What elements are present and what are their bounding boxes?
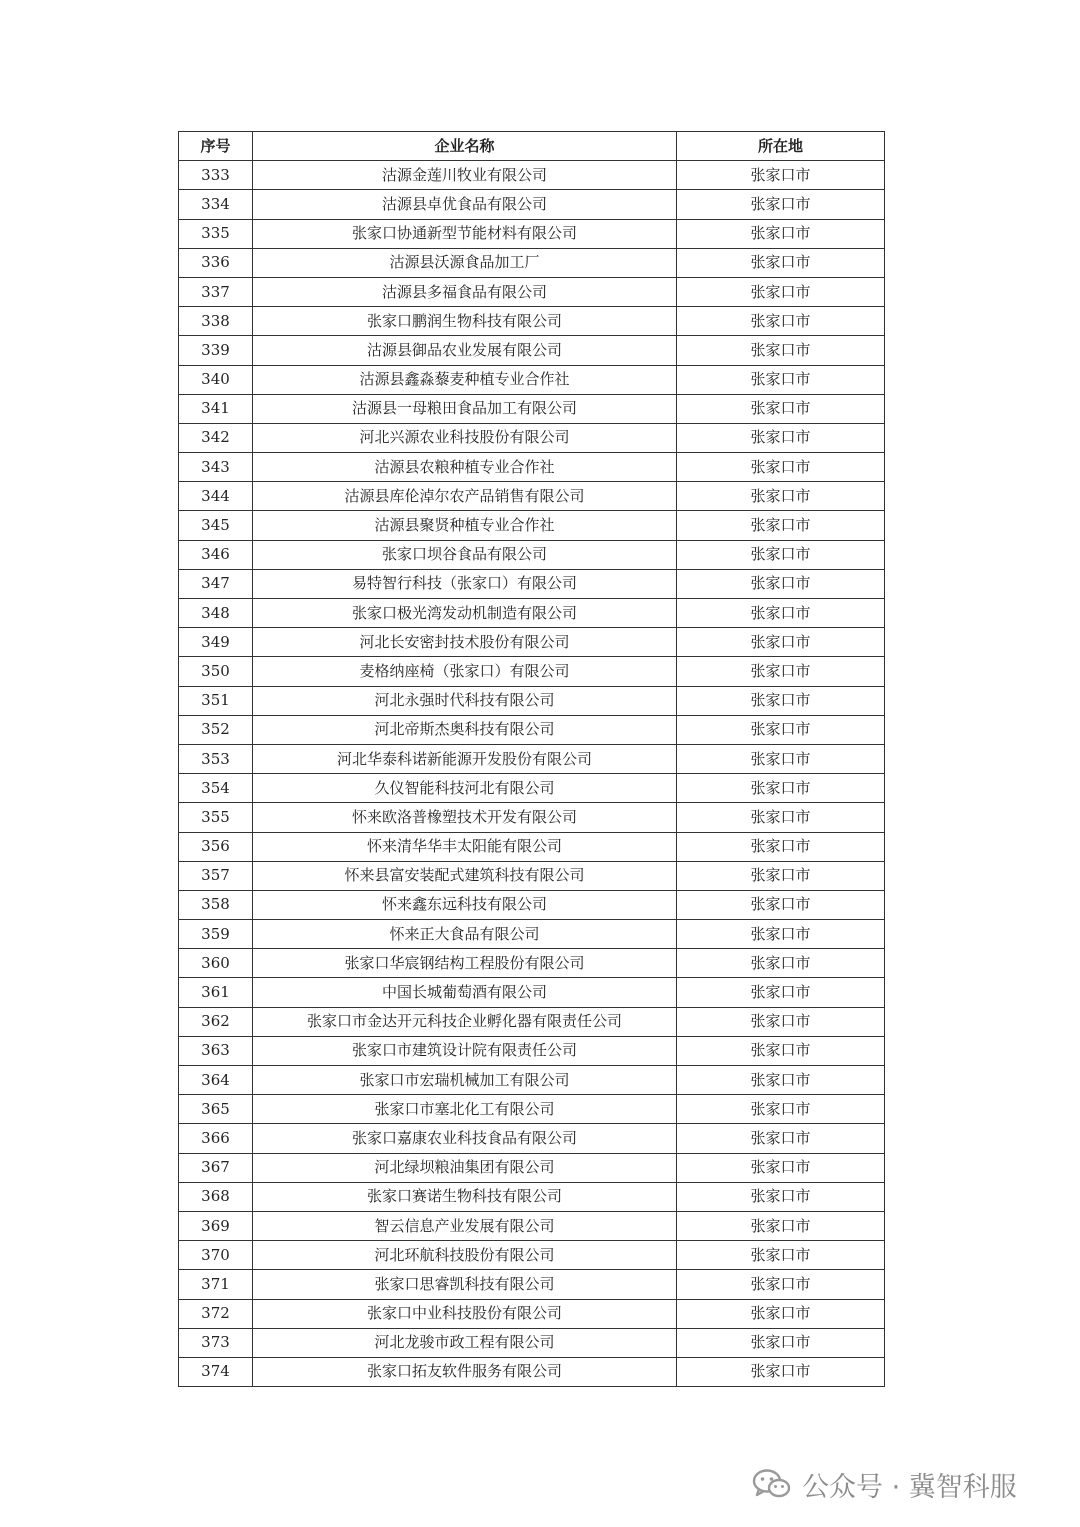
company-name: 久仪智能科技河北有限公司 — [253, 774, 677, 803]
header-location: 所在地 — [677, 132, 885, 161]
row-index: 345 — [179, 511, 253, 540]
row-index: 359 — [179, 920, 253, 949]
company-name: 沽源县一母粮田食品加工有限公司 — [253, 394, 677, 423]
table-row — [179, 482, 885, 511]
table-row — [179, 336, 885, 365]
table-row — [179, 1066, 885, 1095]
row-index: 369 — [179, 1211, 253, 1240]
company-name: 怀来正大食品有限公司 — [253, 920, 677, 949]
location: 张家口市 — [677, 423, 885, 452]
company-name: 张家口极光湾发动机制造有限公司 — [253, 599, 677, 628]
table-body — [179, 161, 885, 1387]
table-row — [179, 248, 885, 277]
row-index: 354 — [179, 774, 253, 803]
table-row — [179, 219, 885, 248]
company-name: 张家口赛诺生物科技有限公司 — [253, 1182, 677, 1211]
table-row — [179, 774, 885, 803]
company-name: 张家口嘉康农业科技食品有限公司 — [253, 1124, 677, 1153]
company-name: 河北兴源农业科技股份有限公司 — [253, 423, 677, 452]
row-index: 373 — [179, 1328, 253, 1357]
company-name: 麦格纳座椅（张家口）有限公司 — [253, 657, 677, 686]
company-name: 张家口思睿凯科技有限公司 — [253, 1270, 677, 1299]
location: 张家口市 — [677, 890, 885, 919]
location: 张家口市 — [677, 161, 885, 190]
row-index: 347 — [179, 569, 253, 598]
company-name: 张家口中业科技股份有限公司 — [253, 1299, 677, 1328]
row-index: 344 — [179, 482, 253, 511]
table-row — [179, 1007, 885, 1036]
location: 张家口市 — [677, 365, 885, 394]
table-row — [179, 832, 885, 861]
location: 张家口市 — [677, 832, 885, 861]
table-row — [179, 365, 885, 394]
company-name: 张家口拓友软件服务有限公司 — [253, 1357, 677, 1386]
company-name: 张家口鹏润生物科技有限公司 — [253, 307, 677, 336]
row-index: 337 — [179, 277, 253, 306]
row-index: 365 — [179, 1095, 253, 1124]
row-index: 343 — [179, 453, 253, 482]
table-row — [179, 715, 885, 744]
row-index: 364 — [179, 1066, 253, 1095]
table-row — [179, 423, 885, 452]
location: 张家口市 — [677, 248, 885, 277]
row-index: 351 — [179, 686, 253, 715]
location: 张家口市 — [677, 1182, 885, 1211]
table-row — [179, 1036, 885, 1065]
location: 张家口市 — [677, 1124, 885, 1153]
table-row — [179, 1299, 885, 1328]
company-name: 中国长城葡萄酒有限公司 — [253, 978, 677, 1007]
company-name: 怀来县富安装配式建筑科技有限公司 — [253, 861, 677, 890]
location: 张家口市 — [677, 1270, 885, 1299]
table-row — [179, 1241, 885, 1270]
row-index: 360 — [179, 949, 253, 978]
row-index: 363 — [179, 1036, 253, 1065]
table-row — [179, 1357, 885, 1386]
location: 张家口市 — [677, 1357, 885, 1386]
table-row — [179, 920, 885, 949]
header-company-name: 企业名称 — [253, 132, 677, 161]
location: 张家口市 — [677, 1241, 885, 1270]
company-name: 沽源县农粮种植专业合作社 — [253, 453, 677, 482]
table-row — [179, 599, 885, 628]
row-index: 335 — [179, 219, 253, 248]
table-row — [179, 540, 885, 569]
table-row — [179, 861, 885, 890]
company-name: 张家口市塞北化工有限公司 — [253, 1095, 677, 1124]
location: 张家口市 — [677, 307, 885, 336]
table-row — [179, 628, 885, 657]
table-row — [179, 161, 885, 190]
company-name: 河北帝斯杰奥科技有限公司 — [253, 715, 677, 744]
company-name: 河北永强时代科技有限公司 — [253, 686, 677, 715]
company-name: 张家口市金达开元科技企业孵化器有限责任公司 — [253, 1007, 677, 1036]
table-row — [179, 277, 885, 306]
table-row — [179, 307, 885, 336]
location: 张家口市 — [677, 978, 885, 1007]
location: 张家口市 — [677, 599, 885, 628]
table-row — [179, 1095, 885, 1124]
table-row — [179, 744, 885, 773]
row-index: 374 — [179, 1357, 253, 1386]
location: 张家口市 — [677, 1153, 885, 1182]
company-name: 沽源县卓优食品有限公司 — [253, 190, 677, 219]
row-index: 336 — [179, 248, 253, 277]
company-name: 河北龙骏市政工程有限公司 — [253, 1328, 677, 1357]
table-row — [179, 803, 885, 832]
table-row — [179, 453, 885, 482]
row-index: 350 — [179, 657, 253, 686]
row-index: 346 — [179, 540, 253, 569]
location: 张家口市 — [677, 686, 885, 715]
location: 张家口市 — [677, 540, 885, 569]
location: 张家口市 — [677, 1328, 885, 1357]
location: 张家口市 — [677, 1066, 885, 1095]
row-index: 361 — [179, 978, 253, 1007]
row-index: 333 — [179, 161, 253, 190]
company-name: 河北绿坝粮油集团有限公司 — [253, 1153, 677, 1182]
row-index: 342 — [179, 423, 253, 452]
enterprise-table — [178, 131, 885, 1387]
company-name: 易特智行科技（张家口）有限公司 — [253, 569, 677, 598]
company-name: 沽源县沃源食品加工厂 — [253, 248, 677, 277]
row-index: 362 — [179, 1007, 253, 1036]
row-index: 371 — [179, 1270, 253, 1299]
location: 张家口市 — [677, 803, 885, 832]
table-row — [179, 569, 885, 598]
location: 张家口市 — [677, 920, 885, 949]
row-index: 338 — [179, 307, 253, 336]
location: 张家口市 — [677, 774, 885, 803]
table-row — [179, 949, 885, 978]
row-index: 366 — [179, 1124, 253, 1153]
company-name: 河北长安密封技术股份有限公司 — [253, 628, 677, 657]
row-index: 370 — [179, 1241, 253, 1270]
location: 张家口市 — [677, 511, 885, 540]
location: 张家口市 — [677, 336, 885, 365]
location: 张家口市 — [677, 190, 885, 219]
company-name: 怀来清华华丰太阳能有限公司 — [253, 832, 677, 861]
company-name: 河北华泰科诺新能源开发股份有限公司 — [253, 744, 677, 773]
row-index: 356 — [179, 832, 253, 861]
row-index: 340 — [179, 365, 253, 394]
row-index: 358 — [179, 890, 253, 919]
table-row — [179, 1124, 885, 1153]
location: 张家口市 — [677, 1211, 885, 1240]
row-index: 341 — [179, 394, 253, 423]
company-name: 张家口协通新型节能材料有限公司 — [253, 219, 677, 248]
row-index: 349 — [179, 628, 253, 657]
company-name: 河北环航科技股份有限公司 — [253, 1241, 677, 1270]
company-name: 沽源县多福食品有限公司 — [253, 277, 677, 306]
table-row — [179, 1328, 885, 1357]
location: 张家口市 — [677, 277, 885, 306]
table-row — [179, 190, 885, 219]
location: 张家口市 — [677, 861, 885, 890]
location: 张家口市 — [677, 219, 885, 248]
location: 张家口市 — [677, 657, 885, 686]
location: 张家口市 — [677, 394, 885, 423]
company-name: 张家口市宏瑞机械加工有限公司 — [253, 1066, 677, 1095]
watermark — [752, 1462, 1017, 1506]
table-row — [179, 686, 885, 715]
table-row — [179, 978, 885, 1007]
row-index: 348 — [179, 599, 253, 628]
wechat-icon — [752, 1468, 792, 1500]
company-name: 沽源县御品农业发展有限公司 — [253, 336, 677, 365]
table-row — [179, 511, 885, 540]
location: 张家口市 — [677, 453, 885, 482]
table-row — [179, 1211, 885, 1240]
company-name: 张家口华宸钢结构工程股份有限公司 — [253, 949, 677, 978]
location: 张家口市 — [677, 628, 885, 657]
company-name: 沽源县库伦淖尔农产品销售有限公司 — [253, 482, 677, 511]
table-header-row — [179, 132, 885, 161]
row-index: 355 — [179, 803, 253, 832]
row-index: 368 — [179, 1182, 253, 1211]
table-row — [179, 1182, 885, 1211]
location: 张家口市 — [677, 949, 885, 978]
location: 张家口市 — [677, 715, 885, 744]
company-name: 张家口市建筑设计院有限责任公司 — [253, 1036, 677, 1065]
row-index: 367 — [179, 1153, 253, 1182]
row-index: 334 — [179, 190, 253, 219]
location: 张家口市 — [677, 1007, 885, 1036]
company-name: 沽源金莲川牧业有限公司 — [253, 161, 677, 190]
location: 张家口市 — [677, 482, 885, 511]
company-name: 沽源县鑫淼藜麦种植专业合作社 — [253, 365, 677, 394]
row-index: 353 — [179, 744, 253, 773]
location: 张家口市 — [677, 569, 885, 598]
row-index: 357 — [179, 861, 253, 890]
watermark-text: 公众号 · 冀智科服 — [802, 1471, 1017, 1503]
location: 张家口市 — [677, 1299, 885, 1328]
location: 张家口市 — [677, 744, 885, 773]
table-row — [179, 657, 885, 686]
location: 张家口市 — [677, 1036, 885, 1065]
table-row — [179, 394, 885, 423]
table-row — [179, 1270, 885, 1299]
company-name: 怀来欧洛普橡塑技术开发有限公司 — [253, 803, 677, 832]
table-row — [179, 890, 885, 919]
row-index: 352 — [179, 715, 253, 744]
company-name: 张家口坝谷食品有限公司 — [253, 540, 677, 569]
row-index: 339 — [179, 336, 253, 365]
table-row — [179, 1153, 885, 1182]
location: 张家口市 — [677, 1095, 885, 1124]
company-name: 智云信息产业发展有限公司 — [253, 1211, 677, 1240]
company-name: 沽源县聚贤种植专业合作社 — [253, 511, 677, 540]
header-index: 序号 — [179, 132, 253, 161]
company-name: 怀来鑫东远科技有限公司 — [253, 890, 677, 919]
row-index: 372 — [179, 1299, 253, 1328]
